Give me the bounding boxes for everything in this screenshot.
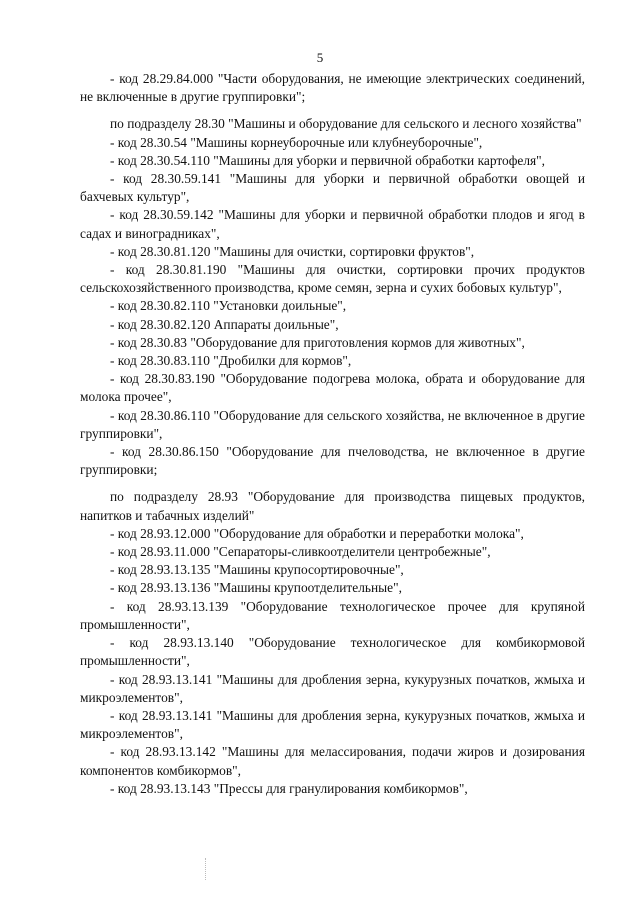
- list-item-28-93-12-000: - код 28.93.12.000 "Оборудование для обработки и переработки молока",: [110, 525, 524, 541]
- list-item-28-30-54-110: - код 28.30.54.110 "Машины для уборки и первичной обработки картофеля",: [110, 152, 545, 168]
- list-item-28-30-81-190: - код 28.30.81.190 "Машины для очистки, сортировки прочих продуктов сельскохозяйственного производства, кроме семян, зерна и сухих бобовых культур",: [80, 262, 585, 296]
- list-item-28-93-13-139: - код 28.93.13.139 "Оборудование технологическое прочее для крупяной промышленности",: [80, 598, 585, 632]
- list-item-28-30-83-110: - код 28.30.83.110 "Дробилки для кормов",: [110, 353, 352, 369]
- list-item-28-30-82-120: - код 28.30.82.120 Аппараты доильные",: [110, 316, 339, 332]
- list-item-28-93-13-141-a: - код 28.93.13.141 "Машины для дробления зерна, кукурузных початков, жмыха и микроэлементов",: [80, 671, 585, 705]
- document-body: [80, 70, 585, 798]
- list-item-28-30-81-120: - код 28.30.81.120 "Машины для очистки, сортировки фруктов",: [110, 243, 475, 259]
- list-item-28-93-13-143: - код 28.93.13.143 "Прессы для гранулирования комбикормов",: [110, 780, 468, 796]
- list-item-28-93-13-135: - код 28.93.13.135 "Машины крупосортировочные",: [110, 562, 404, 578]
- list-item-28-30-59-141: - код 28.30.59.141 "Машины для уборки и первичной обработки овощей и бахчевых культур",: [80, 171, 585, 205]
- list-item-28-29-84-000: - код 28.29.84.000 "Части оборудования, не имеющие электрических соединений, не включенные в другие группировки";: [80, 71, 585, 105]
- section-heading-28-30: по подразделу 28.30 "Машины и оборудование для сельского и лесного хозяйства": [110, 116, 582, 132]
- list-item-28-93-11-000: - код 28.93.11.000 "Сепараторы-сливкоотделители центробежные",: [110, 544, 491, 560]
- list-item-28-30-59-142: - код 28.30.59.142 "Машины для уборки и первичной обработки плодов и ягод в садах и виноградниках",: [80, 207, 585, 241]
- list-item-28-30-83: - код 28.30.83 "Оборудование для приготовления кормов для животных",: [110, 334, 525, 350]
- scan-artifact-mark: [205, 858, 207, 880]
- list-item-28-93-13-136: - код 28.93.13.136 "Машины крупоотделительные",: [110, 580, 402, 596]
- list-item-28-30-83-190: - код 28.30.83.190 "Оборудование подогрева молока, обрата и оборудование для молока прочее",: [80, 371, 585, 405]
- list-item-28-30-82-110: - код 28.30.82.110 "Установки доильные",: [110, 298, 347, 314]
- list-item-28-30-86-150: - код 28.30.86.150 "Оборудование для пчеловодства, не включенное в другие группировки;: [80, 444, 585, 478]
- list-item-28-93-13-140: - код 28.93.13.140 "Оборудование технологическое для комбикормовой промышленности",: [80, 635, 585, 669]
- list-item-28-93-13-142: - код 28.93.13.142 "Машины для мелассирования, подачи жиров и дозирования компонентов комбикормов",: [80, 744, 585, 778]
- list-item-28-93-13-141-b: - код 28.93.13.141 "Машины для дробления зерна, кукурузных початков, жмыха и микроэлементов",: [80, 707, 585, 742]
- section-heading-28-93: по подразделу 28.93 "Оборудование для производства пищевых продуктов, напитков и табачных изделий": [80, 489, 585, 523]
- list-item-28-30-54: - код 28.30.54 "Машины корнеуборочные или клубнеуборочные",: [110, 134, 483, 150]
- page-number: 5: [316, 50, 324, 65]
- list-item-28-30-86-110: - код 28.30.86.110 "Оборудование для сельского хозяйства, не включенное в другие группировки",: [80, 407, 585, 441]
